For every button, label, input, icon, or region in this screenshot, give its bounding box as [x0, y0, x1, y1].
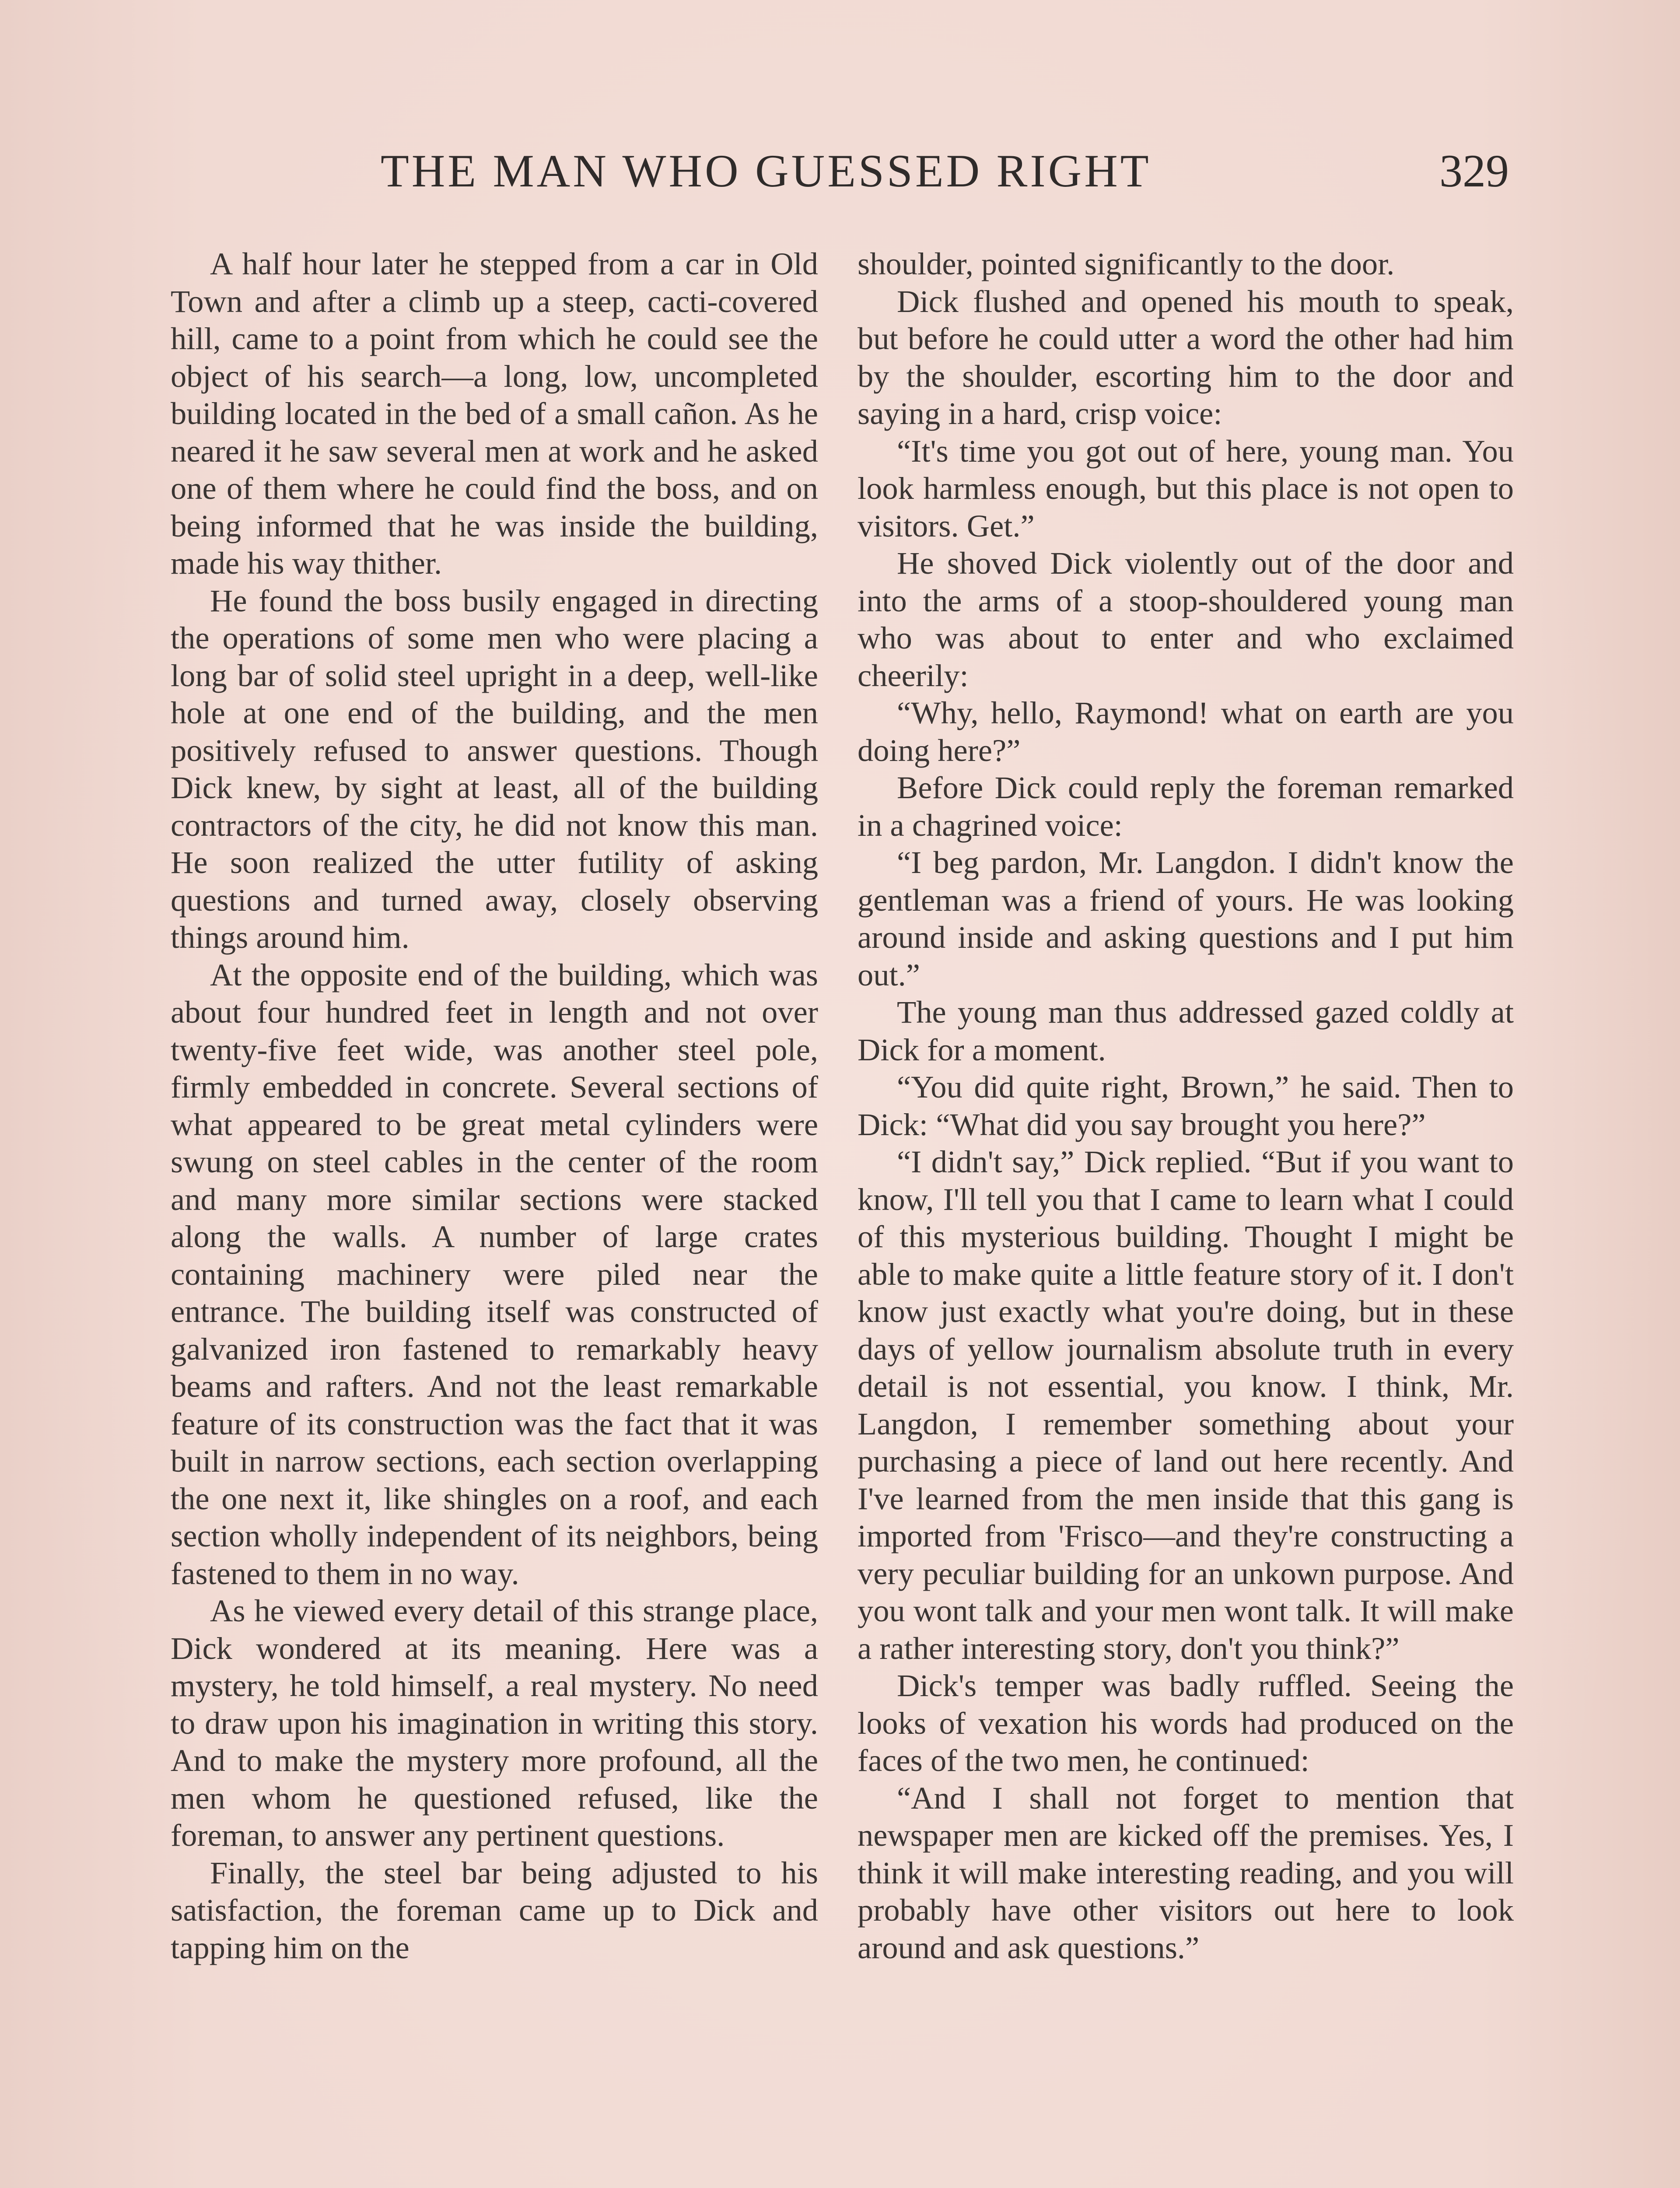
paragraph: A half hour later he stepped from a car in Old Town and after a climb up a steep, cacti-covered hill, came to a point from which he could see the object of his search—a long, low, uncompleted building located in the bed of a small cañon. As he neared it he saw several men at work and he asked one of them where he could find the boss, and on being informed that he was inside the building, made his way thither. — [171, 246, 818, 581]
paragraph: “I didn't say,” Dick replied. “But if you want to know, I'll tell you that I came to learn what I could of this mysterious building. Thought I might be able to make quite a little feature story of it. I don't know just exactly what you're doing, but in these days of yellow journalism absolute truth in every detail is not essential, you know. I think, Mr. Langdon, I remember something about your purchasing a piece of land out here recently. And I've learned from the men inside that this gang is imported from 'Frisco—and they're constructing a very peculiar building for an unkown purpose. And you wont talk and your men wont talk. It will make a rather interesting story, don't you think?” — [858, 1144, 1514, 1666]
page-number: 329 — [1439, 145, 1509, 196]
paragraph: Dick's temper was badly ruffled. Seeing the looks of vexation his words had produced on the faces of the two men, he continued: — [858, 1668, 1514, 1778]
page-header — [0, 144, 1680, 206]
paragraph: He found the boss busily engaged in directing the operations of some men who were placing a long bar of solid steel upright in a deep, well-like hole at one end of the building, and the men positively refused to answer questions. Though Dick knew, by sight at least, all of the building contractors of the city, he did not know this man. He soon realized the utter futility of asking questions and turned away, closely observing things around him. — [171, 582, 818, 955]
paragraph: The young man thus addressed gazed coldly at Dick for a moment. — [858, 994, 1514, 1067]
paragraph: Dick flushed and opened his mouth to speak, but before he could utter a word the other had him by the shoulder, escorting him to the door and saying in a hard, crisp voice: — [858, 283, 1514, 431]
paragraph: As he viewed every detail of this strange place, Dick wondered at its meaning. Here was a mystery, he told himself, a real mystery. No need to draw upon his imagination in writing this story. And to make the mystery more profound, all the men whom he questioned refused, like the foreman, to answer any pertinent questions. — [171, 1593, 818, 1853]
right-column — [858, 245, 1514, 1966]
paragraph: At the opposite end of the building, which was about four hundred feet in length and not over twenty-five feet wide, was another steel pole, firmly embedded in concrete. Several sections of what appeared to be great metal cylinders were swung on steel cables in the center of the room and many more similar sections were stacked along the walls. A number of large crates containing machinery were piled near the entrance. The building itself was constructed of galvanized iron fastened to remarkably heavy beams and rafters. And not the least remarkable feature of its construction was the fact that it was built in narrow sections, each section overlapping the one next it, like shingles on a roof, and each section wholly independent of its neighbors, being fastened to them in no way. — [171, 957, 818, 1591]
paragraph: “You did quite right, Brown,” he said. Then to Dick: “What did you say brought you here?” — [858, 1069, 1514, 1142]
left-column — [171, 245, 818, 1966]
paragraph: “It's time you got out of here, young man. You look harmless enough, but this place is not open to visitors. Get.” — [858, 433, 1514, 543]
paragraph: “I beg pardon, Mr. Langdon. I didn't know the gentleman was a friend of yours. He was looking around inside and asking questions and I put him out.” — [858, 845, 1514, 992]
paragraph-continuation: shoulder, pointed significantly to the door. — [858, 246, 1395, 281]
running-title: THE MAN WHO GUESSED RIGHT — [381, 145, 1152, 196]
paragraph: Finally, the steel bar being adjusted to his satisfaction, the foreman came up to Dick and tapping him on the — [171, 1855, 818, 1965]
paragraph: “Why, hello, Raymond! what on earth are you doing here?” — [858, 695, 1514, 768]
paragraph: “And I shall not forget to mention that newspaper men are kicked off the premises. Yes, I think it will make interesting reading, and you will probably have other visitors out here to look around and ask questions.” — [858, 1780, 1514, 1965]
paragraph: Before Dick could reply the foreman remarked in a chagrined voice: — [858, 770, 1514, 843]
paragraph: He shoved Dick violently out of the door and into the arms of a stoop-shouldered young man who was about to enter and who exclaimed cheerily: — [858, 545, 1514, 693]
